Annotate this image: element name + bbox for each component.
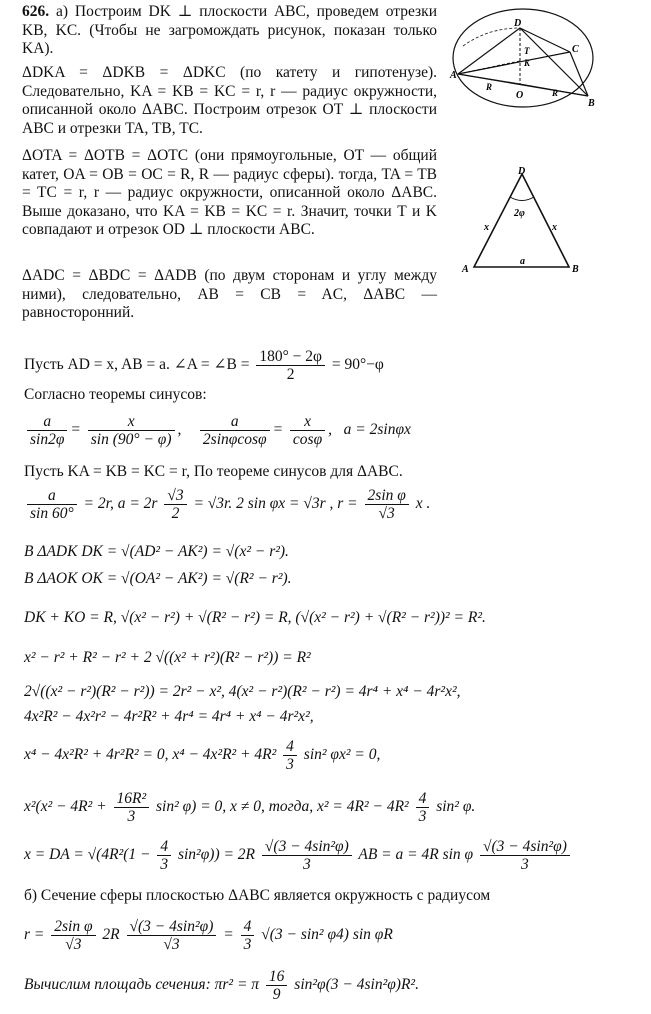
- paragraph-1: [22, 3, 437, 59]
- problem-number: 626.: [22, 3, 50, 20]
- fig2-label-a-side: a: [520, 256, 525, 267]
- formula-12: x⁴ − 4x²R² + 4r²R² = 0, x⁴ − 4x²R² + 4R² $\frac{4}{3}$ sin² φx² = 0,: [24, 738, 381, 773]
- fig1-label-c: C: [572, 44, 579, 55]
- formula-9: x² − r² + R² − r² + 2 √((x² + r²)(R² − r²)) = R²: [24, 649, 311, 666]
- formula-6: В ΔADK DK = √(AD² − AK²) = √(x² − r²).: [24, 543, 289, 560]
- formula-2: Согласно теоремы синусов:: [24, 386, 207, 403]
- fig2-label-d: D: [518, 166, 526, 177]
- triangle-figure: [452, 164, 602, 279]
- fig1-label-d: D: [514, 18, 522, 29]
- formula-5: $\frac{a}{\sin 60^\circ}$ = 2r, a = 2r $\frac{√3}{2}$ = √3r. 2 sin φx = √3r , r = $\frac{\text{2sin φ}}{√3}$ x .: [24, 487, 430, 522]
- formula-8: DK + KO = R, √(x² − r²) + √(R² − r²) = R, (√(x² − r²) + √(R² − r²))² = R².: [24, 609, 486, 626]
- formula-3: $\frac{a}{\sin 2\varphi}$ = $\frac{x}{\sin (90^\circ - \varphi)}$ , $\frac{a}{2\sin\varphi\cos\varphi}$ = $\frac{x}{\cos\varphi}$ , a = 2sinφx: [24, 413, 411, 448]
- fig1-label-b: B: [588, 98, 595, 109]
- formula-1: Пусть AD = x, AB = a. ∠A = ∠B = $\frac{180^\circ - 2\varphi}{2}$ = 90°−φ: [24, 348, 384, 383]
- formula-4: Пусть KA = KB = KC = r, По теореме синусов для ΔABC.: [24, 463, 403, 480]
- formula-17: Вычислим площадь сечения: πr² = π $\frac{16}{9}$ sin²φ(3 − 4sin²φ)R².: [24, 968, 419, 1003]
- formula-13: x²(x² − 4R² + $\frac{\text{16R²}}{3}$ sin² φ) = 0, x ≠ 0, тогда, x² = 4R² − 4R² $\frac{4}{3}$ sin² φ.: [24, 790, 476, 825]
- formula-10: 2√((x² − r²)(R² − r²)) = 2r² − x², 4(x² − r²)(R² − r²) = 4r⁴ + x⁴ − 4r²x²,: [24, 683, 461, 700]
- formula-7: В ΔAOK OK = √(OA² − AK²) = √(R² − r²).: [24, 570, 292, 587]
- formula-16: r = $\frac{\text{2sin φ}}{√3}$ 2R $\frac{\text{√(3 − 4sin²φ)}}{√3}$ = $\frac{4}{3}$ √(3 − sin² φ4) sin φR: [24, 918, 393, 953]
- paragraph-2: ΔDKA = ΔDKB = ΔDKC (по катету и гипотенузе). Следовательно, KA = KB = KC = r, r — радиус окружности, описанной около ΔABC. Построим отрезок OT ⊥ плоскости ABC и отрезки TA, TB, TC.: [22, 64, 437, 137]
- fig2-label-x-right: x: [552, 222, 557, 233]
- formula-11: 4x²R² − 4x²r² − 4r²R² + 4r⁴ = 4r⁴ + x⁴ − 4r²x²,: [24, 708, 314, 725]
- fig1-label-k: K: [524, 58, 531, 68]
- fig2-label-a: A: [462, 264, 469, 275]
- paragraph-3: ΔOTA = ΔOTB = ΔOTC (они прямоугольные, OT — общий катет, OA = OB = OC = R, R — радиус сферы). тогда, TA = TB = TC = r, r — радиус окружности, описанной около ΔABC. Выше доказано, что KA = KB = KC = r. Значит, точки T и K совпадают и отрезок OD ⊥ плоскости ABC.: [22, 147, 437, 239]
- fig1-label-r1: R: [486, 82, 493, 92]
- fig1-label-t: T: [524, 46, 530, 56]
- sphere-figure: [448, 6, 598, 116]
- fig1-label-r2: R: [552, 88, 559, 98]
- fig1-label-o: O: [516, 90, 524, 101]
- fig1-label-a: A: [450, 70, 457, 81]
- fig2-label-b: B: [572, 264, 579, 275]
- fig2-label-angle: 2φ: [514, 208, 525, 219]
- paragraph-1-text: а) Построим DK ⊥ плоскости ABC, проведем отрезки KB, KC. (Чтобы не загромождать рисунок, показан только KA).: [22, 3, 438, 58]
- formula-14: x = DA = √(4R²(1 − $\frac{4}{3}$ sin²φ)) = 2R $\frac{\text{√(3 − 4sin²φ)}}{3}$ AB = a = 4R sin φ $\frac{\text{√(3 − 4sin²φ)}}{3}$: [24, 838, 573, 873]
- paragraph-4: ΔADC = ΔBDC = ΔADB (по двум сторонам и углу между ними), следовательно, AB = CB = AC, ΔABC — равносторонний.: [22, 267, 437, 322]
- fig2-label-x-left: x: [484, 222, 489, 233]
- formula-15: б) Сечение сферы плоскостью ΔABC является окружность с радиусом: [24, 887, 491, 904]
